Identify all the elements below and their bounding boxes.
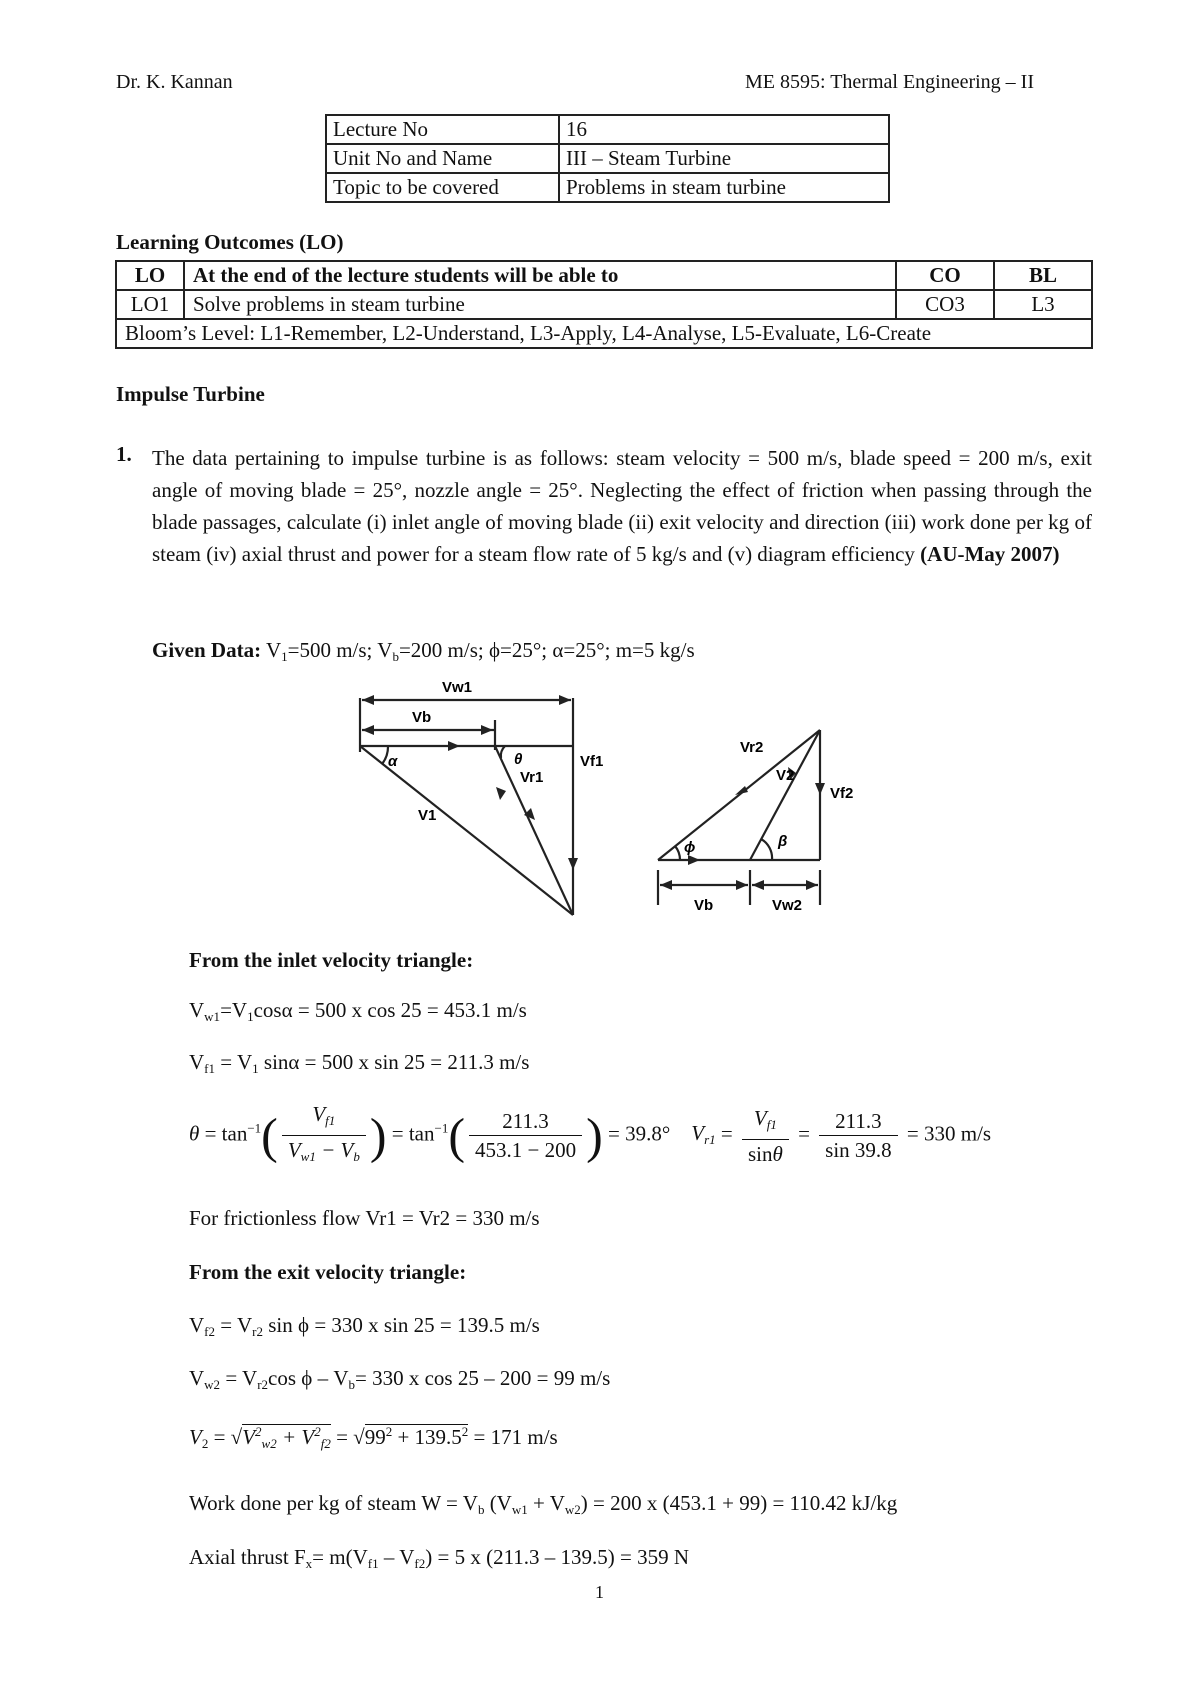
theta-arc	[501, 746, 505, 758]
theta-frac-symbolic: $\frac{V_{f1}}{V_{w1} - V_b}$	[282, 1100, 366, 1171]
beta-arc	[761, 839, 772, 860]
label-vb: Vb	[412, 709, 432, 726]
meta-label: Topic to be covered	[326, 173, 559, 202]
problem-statement	[152, 442, 1092, 570]
table-row	[116, 319, 1092, 348]
table-row	[326, 173, 889, 202]
label-v2: V2	[776, 767, 795, 784]
theta-result: = 39.8°	[607, 1121, 671, 1146]
vr1-denominator: sin 39.8	[825, 1138, 892, 1162]
arrow-head	[806, 880, 818, 890]
header-author: Dr. K. Kannan	[116, 71, 233, 93]
learning-outcomes-table	[115, 260, 1093, 349]
label-vf2: Vf2	[830, 785, 854, 802]
label-theta: θ	[514, 751, 523, 768]
cell-bl: L3	[994, 290, 1092, 319]
label-v1: V1	[418, 807, 437, 824]
eq-work: Work done per kg of steam $W = V_b$ $(V_{w1} + V_{w2}) = 200$ x (453.1 + 99) = 110.42 kJ/kg	[189, 1491, 898, 1517]
eq-vf1: $V_{f1} = V_1$ sinα = 500 x sin 25 = 211.3 m/s	[189, 1050, 530, 1076]
phi-arc	[675, 846, 680, 860]
frictionless-note: For frictionless flow Vr1 = Vr2 = 330 m/s	[189, 1206, 540, 1230]
vr2-line	[658, 730, 820, 860]
eq-thrust: Axial thrust $F_x= m(V_{f1} - V_{f2}) = 5$ x (211.3 – 139.5) = 359 N	[189, 1545, 690, 1571]
given-label: Given Data:	[152, 638, 262, 662]
thrust-rhs: = 5 x (211.3 – 139.5) = 359 N	[437, 1545, 690, 1569]
problem-number: 1.	[116, 442, 132, 466]
velocity-triangles-diagram	[340, 670, 880, 920]
eq-vw1: $V_{w1}=V_1\cos\alpha = 500$ x cos 25 = 453.1 m/s	[189, 998, 527, 1024]
thrust-label: Axial thrust F	[189, 1545, 306, 1569]
given-alpha: =25°;	[563, 638, 611, 662]
col-desc: At the end of the lecture students will be able to	[184, 261, 896, 290]
table-header-row	[116, 261, 1092, 290]
theta-numerator: 211.3	[469, 1107, 582, 1136]
label-beta: β	[778, 833, 788, 850]
label-vb-exit: Vb	[694, 897, 714, 914]
arrow-head	[736, 880, 748, 890]
arrow-head	[448, 741, 460, 751]
label-vr2: Vr2	[740, 739, 764, 756]
eq-vf2-rhs: = 330 x sin 25 = 139.5 m/s	[314, 1313, 540, 1337]
col-co: CO	[896, 261, 994, 290]
inlet-heading: From the inlet velocity triangle:	[189, 948, 474, 972]
arrow-head	[660, 880, 672, 890]
given-m: m=5 kg/s	[615, 638, 695, 662]
label-vw1: Vw1	[442, 679, 473, 696]
eq-v2-rhs: = 171 m/s	[473, 1425, 558, 1449]
label-vf1: Vf1	[580, 753, 604, 770]
cell-co: CO3	[896, 290, 994, 319]
given-phi: =25°;	[500, 638, 548, 662]
blooms-level-footer: Bloom’s Level: L1-Remember, L2-Understand, L3-Apply, L4-Analyse, L5-Evaluate, L6-Create	[116, 319, 1092, 348]
meta-label: Unit No and Name	[326, 144, 559, 173]
page-number: 1	[595, 1582, 604, 1602]
given-data: Given Data: $V_1=500$ m/s; $V_b=200$ m/s; ϕ=25°; α=25°; m=5 kg/s	[152, 638, 695, 664]
col-bl: BL	[994, 261, 1092, 290]
header-course: ME 8595: Thermal Engineering – II	[745, 71, 1035, 93]
theta-denominator: 453.1 − 200	[474, 1138, 577, 1162]
table-row	[326, 115, 889, 144]
exit-heading: From the exit velocity triangle:	[189, 1260, 467, 1284]
cell-desc: Solve problems in steam turbine	[184, 290, 896, 319]
cell-lo: LO1	[116, 290, 184, 319]
arrow-head	[362, 695, 374, 705]
meta-value: 16	[559, 115, 889, 144]
table-row	[326, 144, 889, 173]
section-title: Impulse Turbine	[116, 382, 265, 406]
label-vw2: Vw2	[772, 897, 803, 914]
table-row	[116, 290, 1092, 319]
eq-v2: $V_2 = √V^2_{w2} + V^2_{f2} = √99^2 + 139.5^2 = 171$ m/s	[189, 1424, 558, 1451]
col-lo: LO	[116, 261, 184, 290]
eq-vw2-rhs: = 330 x cos 25 – 200 = 99 m/s	[355, 1366, 611, 1390]
lecture-meta-table	[325, 114, 890, 203]
eq-vf2: $V_{f2} = V_{r2}$ sin ϕ = 330 x sin 25 = 139.5 m/s	[189, 1313, 540, 1339]
theta-frac-numeric	[469, 1107, 582, 1164]
arrow-head	[815, 783, 825, 795]
learning-outcomes-title: Learning Outcomes (LO)	[116, 230, 344, 254]
problem-text: The data pertaining to impulse turbine is as follows: steam velocity = 500 m/s, blade speed = 200 m/s, exit angle of moving blade = 25°, nozzle angle = 25°. Neglecting the effect of friction when passing through the blade passages, calculate (i) inlet angle of moving blade (ii) exit velocity and direction (iii) work done per kg of steam (iv) axial thrust and power for a steam flow rate of 5 kg/s and (v) diagram efficiency	[152, 446, 1092, 566]
arrow-head	[688, 855, 700, 865]
label-vr1: Vr1	[520, 769, 544, 786]
vr1-frac-symbolic: $\frac{V_{f1}}{\sin\theta}$	[742, 1104, 789, 1168]
label-alpha: α	[388, 753, 398, 770]
eq-vf1-rhs: = 500 x sin 25 = 211.3 m/s	[304, 1050, 530, 1074]
work-rhs: = 200 x (453.1 + 99) = 110.42 kJ/kg	[593, 1491, 898, 1515]
arrow-head	[496, 787, 506, 800]
eq-theta: $\theta = \tan^{-1}$( $\frac{V_{f1}}{V_{w1} - V_b}$ ) = $\tan^{-1}$( $\frac{211.3}{453.1 - 200}$ ) = 39.8° $V_{r1}$ = $\frac{V_{f1}}{\sin\theta}$ = $\frac{211.3}{\sin 39.8}$ = 330 m/s	[189, 1100, 991, 1171]
arrow-head	[481, 725, 493, 735]
problem-source: (AU-May 2007)	[920, 542, 1060, 566]
arrow-head	[362, 725, 374, 735]
eq-vw2: $V_{w2} = V_{r2}\cos$ $\phi - V_b= 330$ x cos 25 – 200 = 99 m/s	[189, 1366, 611, 1392]
arrow-head	[752, 880, 764, 890]
vr1-result: = 330 m/s	[906, 1121, 992, 1146]
meta-value: III – Steam Turbine	[559, 144, 889, 173]
meta-label: Lecture No	[326, 115, 559, 144]
arrow-head	[559, 695, 571, 705]
eq-vw1-rhs: = 500 x cos 25 = 453.1 m/s	[297, 998, 527, 1022]
given-v1: =500 m/s;	[287, 638, 373, 662]
work-label: Work done per kg of steam W = V	[189, 1491, 478, 1515]
arrow-head	[568, 858, 578, 870]
vr1-numerator: 211.3	[819, 1107, 898, 1136]
meta-value: Problems in steam turbine	[559, 173, 889, 202]
label-phi: ϕ	[684, 839, 696, 856]
given-vb: =200 m/s;	[398, 638, 484, 662]
vr1-frac-numeric	[819, 1107, 898, 1164]
